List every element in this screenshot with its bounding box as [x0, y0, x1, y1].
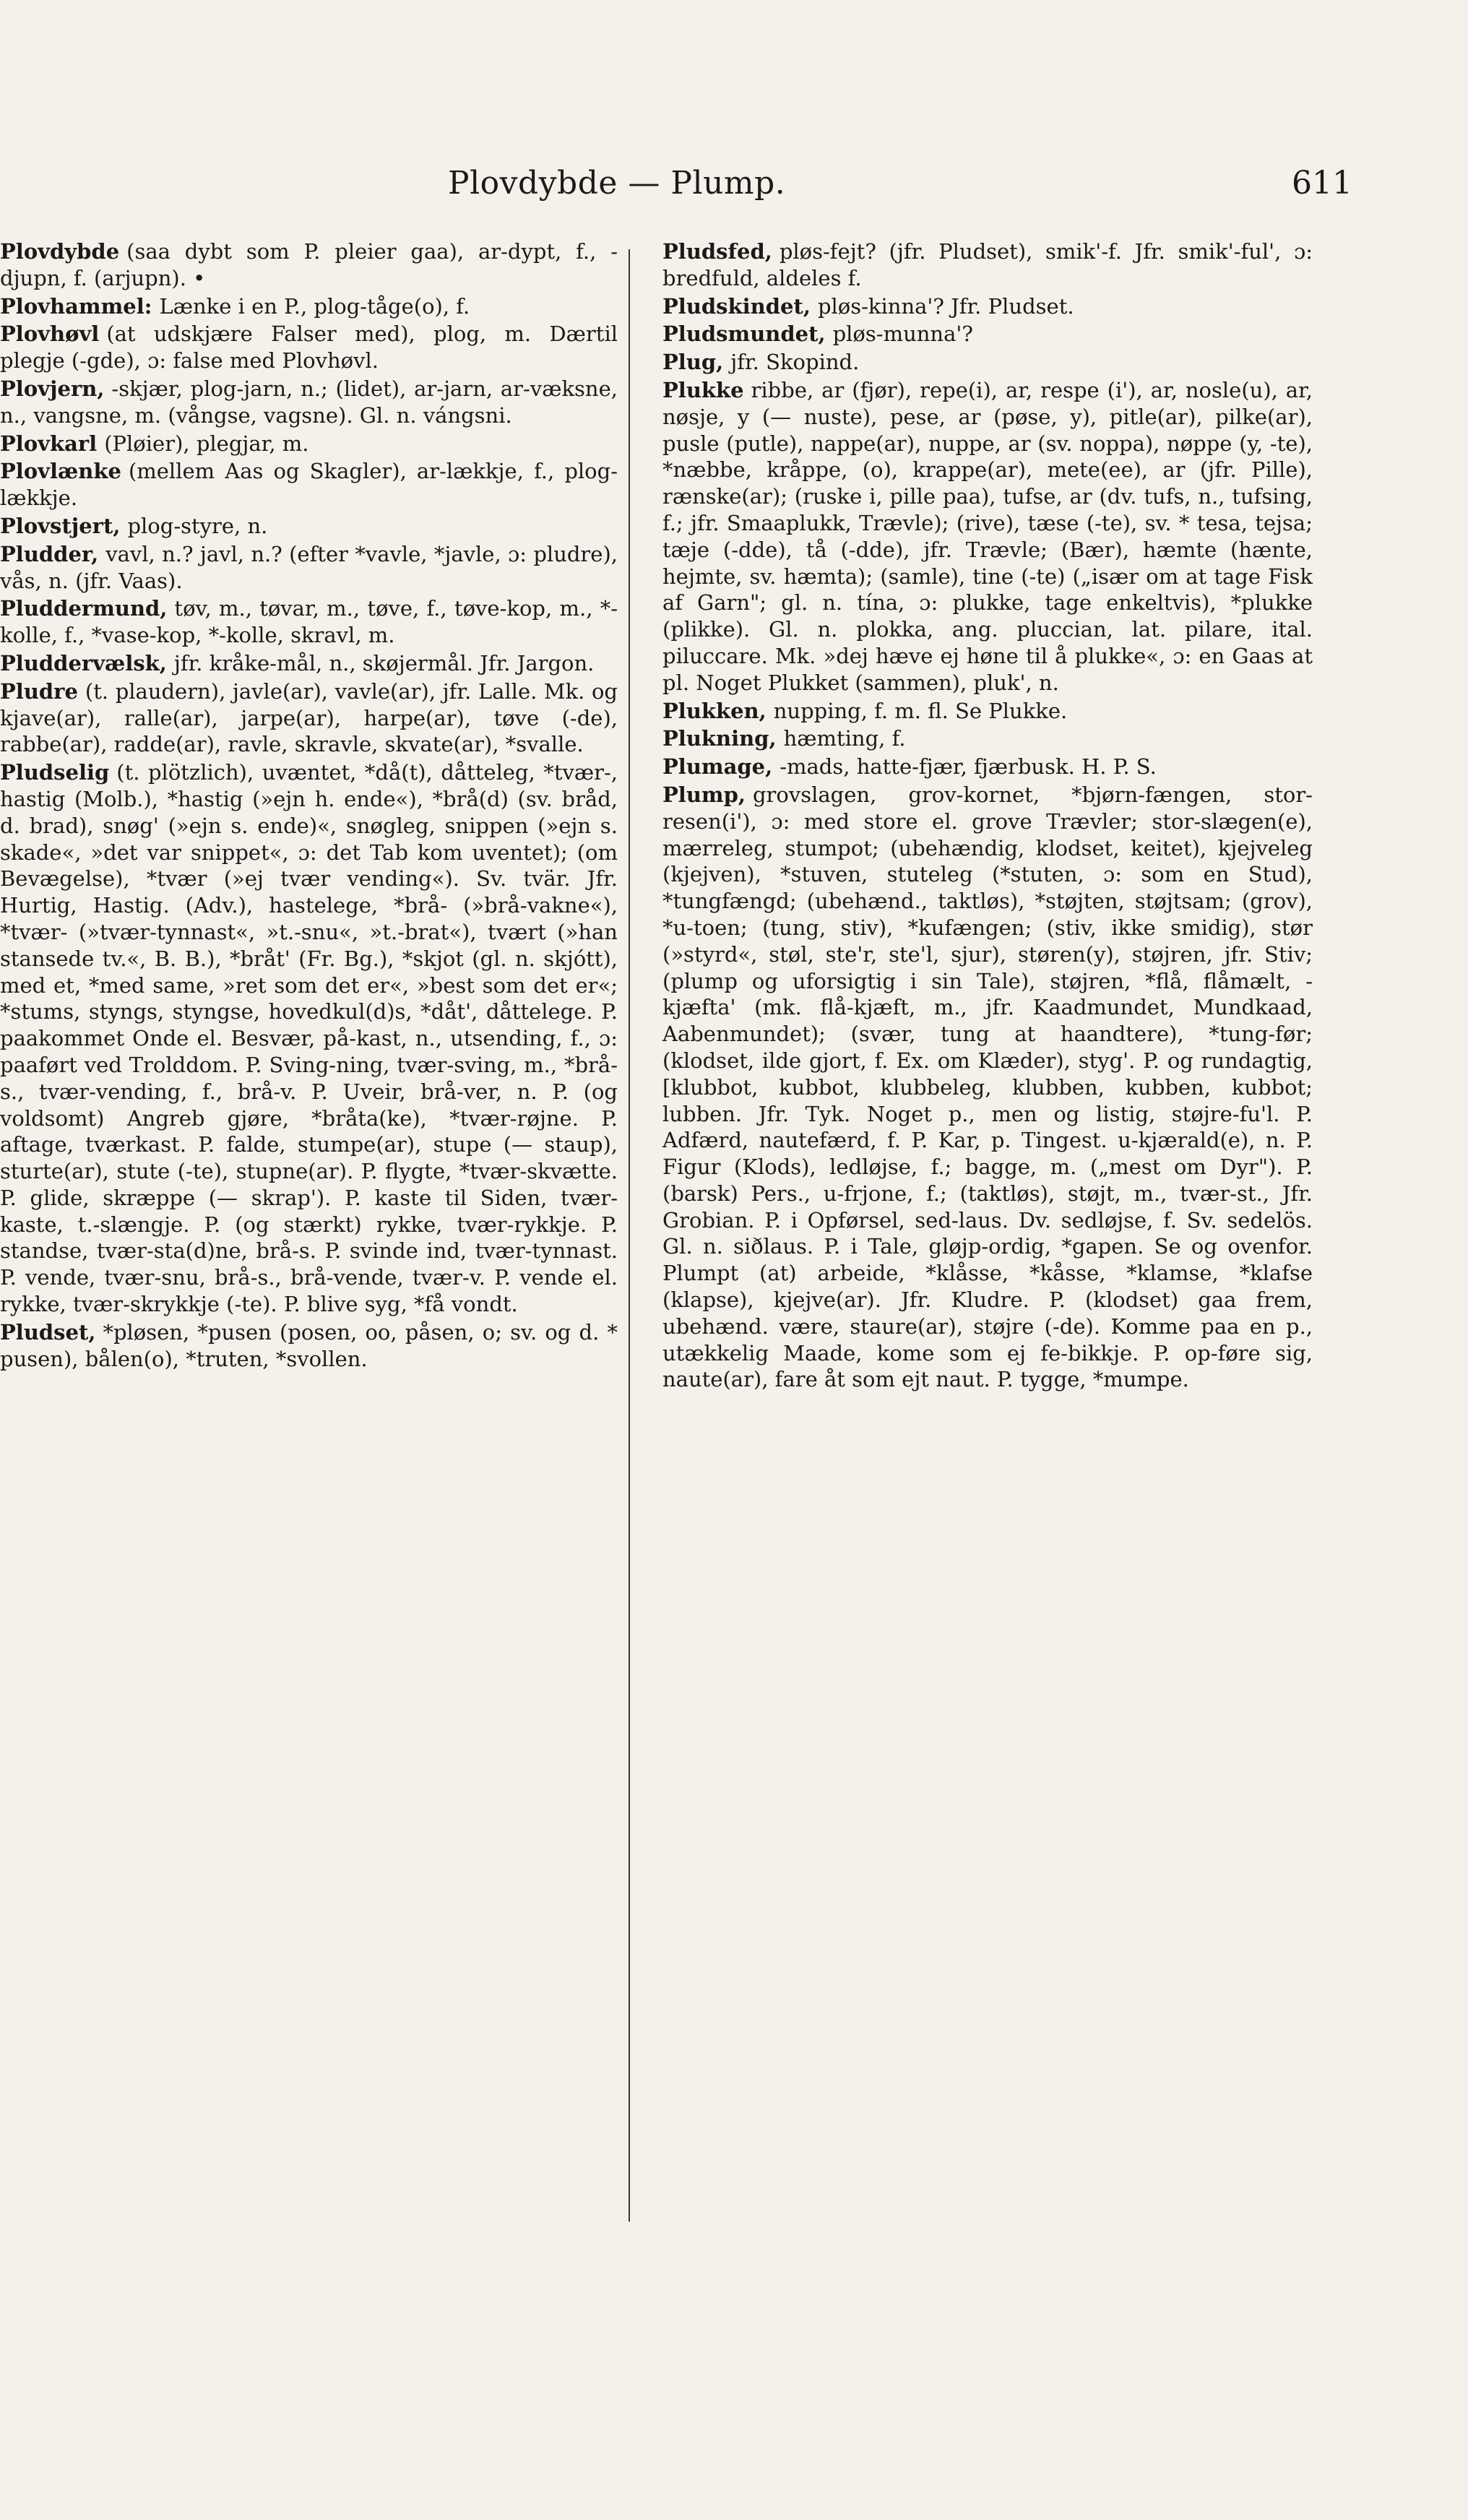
entry [0, 759, 618, 1318]
column-divider [629, 249, 630, 2222]
entry [0, 678, 618, 758]
headword: Pludskindet, [662, 293, 811, 319]
headword: Plovkarl [0, 431, 98, 456]
headword: Pludselig [0, 760, 110, 785]
headword: Plovstjert, [0, 513, 121, 538]
definition: ribbe, ar (fjør), repe(i), ar, respe (i'), ar, nosle(u), ar, nøsje, y (— nuste), pese, ar (pøse, y), pitle(ar), pilke(ar), pusle (putle), nappe(ar), nuppe, ar (sv. noppa), nøppe (y, -te), *næbbe, kråppe, (o), krappe(ar), mete(ee), ar (jfr. Pille), rænske(ar); (ruske i, pille paa), tufse, ar (dv. tufs, n., tufsing, f.; jfr. Smaaplukk, Trævle); (rive), tæse (-te), sv. * tesa, tejsa; tæje (-dde), tå (-dde), jfr. Trævle; (Bær), hæmte (hænte, hejmte, sv. hæmta); (samle), tine (-te) („især om at tage Fisk af Garn"; gl. n. tína, ɔ: plukke, tage enkeltvis), *plukke (plikke). Gl. n. plokka, ang. pluccian, lat. pilare, ital. piluccare. Mk. »dej hæve ej høne til å plukke«, ɔ: en Gaas at pl. Noget Plukket (sammen), pluk', n. [662, 377, 1313, 695]
headword: Pludset, [0, 1319, 96, 1345]
definition: Lænke i en P., plog-tåge(o), f. [159, 293, 470, 319]
headword: Plumage, [662, 754, 773, 780]
definition: (saa dybt som P. pleier gaa), ar-dypt, f., -djupn, f. (arjupn). • [0, 239, 618, 290]
headword: Pludsmundet, [662, 322, 826, 347]
definition: grovslagen, grov-kornet, *bjørn-fængen, stor-resen(i'), ɔ: med store el. grove Trævler; stor-slægen(e), mærreleg, stumpot; (ubehændig, klodset, keitet), kjejveleg (kjejven), *stuven, stuteleg (*stuten, ɔ: som en Stud), *tungfængd; (ubehænd., taktløs), *støjten, støjtsam; (grov), *u-toen; (tung, stiv), *kufængen; (stiv, ikke smidig), stør (»styrd«, støl, ste'r, ste'l, sjur), støren(y), støjren, jfr. Stiv; (plump og uforsigtig i sin Tale), støjren, *flå, flåmælt, -kjæfta' (mk. flå-kjæft, m., jfr. Kaadmundet, Mundkaad, Aabenmundet); (svær, tung at haandtere), *tung-før; (klodset, ilde gjort, f. Ex. om Klæder), styg'. P. og rundagtig, [klubbot, kubbot, klubbeleg, klubben, kubben, kubbot; lubben. Jfr. Tyk. Noget p., men og listig, støjre-fu'l. P. Adfærd, nautefærd, f. P. Kar, p. Tingest. u-kjærald(e), n. P. Figur (Klods), ledløjse, f.; bagge, m. („mest om Dyr"). P. (barsk) Pers., u-frjone, f.; (taktløs), støjt, m., tvær-st., Jfr. Grobian. P. i Opførsel, sed-laus. Dv. sedløjse, f. Sv. sedelös. Gl. n. siðlaus. P. i Tale, gløjp-ordig, *gapen. Se og ovenfor. Plumpt (at) arbeide, *klåsse, *kåsse, *klamse, *klafse (klapse), kjejve(ar). Jfr. Kludre. P. (klodset) gaa frem, ubehænd. være, staure(ar), støjre (-de). Komme paa en p., utækkelig Maade, kome som ej fe-bikkje. P. op-føre sig, naute(ar), fare åt som ejt naut. P. tygge, *mumpe. [662, 782, 1313, 1392]
entry [662, 782, 1313, 1393]
entry [662, 293, 1313, 320]
headword: Plump, [662, 782, 746, 807]
headword: Plovjern, [0, 376, 105, 401]
definition: (t. plötzlich), uvæntet, *då(t), dåtteleg, *tvær-, hastig (Molb.), *hastig (»ejn h. ende«), *brå(d) (sv. bråd, d. brad), snøg' (»ejn s. ende)«, snøgleg, snippen (»ejn s. skade«, »det var snippet«, ɔ: det Tab kom uventet); (om Bevægelse), *tvær (»ej tvær vending«). Sv. tvär. Jfr. Hurtig, Hastig. (Adv.), hastelege, *brå- (»brå-vakne«), *tvær- (»tvær-tynnast«, »t.-snu«, »t.-brat«), tvært (»han stansede tv.«, B. B.), *bråt' (Fr. Bg.), *skjot (gl. n. skjótt), med et, *med same, »ret som det er«, »best som det er«; *stums, styngs, styngse, hovedkul(d)s, *dåt', dåttelege. P. paakommet Onde el. Besvær, på-kast, n., utsending, f., ɔ: paaført ved Trolddom. P. Sving-ning, tvær-sving, m., *brå-s., tvær-vending, f., brå-v. P. Uveir, brå-ver, n. P. (og voldsomt) Angreb gjøre, *bråta(ke), *tvær-røjne. P. aftage, tværkast. P. falde, stumpe(ar), stupe (— staup), sturte(ar), stute (-te), stupne(ar). P. flygte, *tvær-skvætte. P. glide, skræppe (— skrap'). P. kaste til Siden, tvær-kaste, t.-slængje. P. (og stærkt) rykke, tvær-rykkje. P. standse, tvær-sta(d)ne, brå-s. P. svinde ind, tvær-tynnast. P. vende, tvær-snu, brå-s., brå-vende, tvær-v. P. vende el. rykke, tvær-skrykkje (-te). P. blive syg, *få vondt. [0, 760, 618, 1317]
headword: Plovhammel: [0, 293, 152, 319]
entry [0, 541, 618, 595]
entry [0, 376, 618, 429]
headword: Pluddermund, [0, 596, 168, 621]
entry [0, 431, 618, 457]
headword: Plukke [662, 377, 744, 402]
definition: (t. plaudern), javle(ar), vavle(ar), jfr. Lalle. Mk. og kjave(ar), ralle(ar), jarpe(ar), harpe(ar), tøve (-de), rabbe(ar), radde(ar), ravle, skravle, skvate(ar), *svalle. [0, 678, 618, 757]
entry [662, 698, 1313, 725]
definition: pløs-munna'? [832, 322, 973, 347]
headword: Plukken, [662, 698, 767, 723]
headword: Pludder, [0, 541, 99, 566]
entry [662, 349, 1313, 376]
definition: jfr. kråke-mål, n., skøjermål. Jfr. Jargon. [173, 650, 595, 676]
entry [662, 754, 1313, 780]
entry [0, 293, 618, 320]
entry [662, 321, 1313, 348]
definition: (Pløier), plegjar, m. [104, 431, 309, 456]
entry [0, 650, 618, 677]
running-head: Plovdybde — Plump. [448, 165, 786, 202]
headword: Pludre [0, 678, 78, 704]
definition: vavl, n.? javl, n.? (efter *vavle, *javle, ɔ: pludre), vås, n. (jfr. Vaas). [0, 541, 618, 593]
definition: plog-styre, n. [127, 513, 268, 538]
entry [0, 513, 618, 540]
headword: Plug, [662, 350, 724, 375]
entry [0, 458, 618, 512]
headword: Pludsfed, [662, 239, 772, 264]
right-column [662, 238, 1313, 1394]
entry [662, 725, 1313, 752]
entry [0, 238, 618, 292]
page-number: 611 [1292, 165, 1352, 202]
definition: jfr. Skopind. [730, 350, 860, 375]
headword: Pluddervælsk, [0, 650, 167, 676]
headword: Plukning, [662, 726, 777, 751]
definition: -mads, hatte-fjær, fjærbusk. H. P. S. [780, 754, 1157, 780]
definition: (mellem Aas og Skagler), ar-lækkje, f., plog-lækkje. [0, 459, 618, 511]
definition: nupping, f. m. fl. Se Plukke. [773, 698, 1068, 723]
entry [662, 377, 1313, 696]
entry [0, 595, 618, 649]
definition: pløs-fejt? (jfr. Pludset), smik'-f. Jfr. smik'-ful', ɔ: bredfuld, aldeles f. [662, 239, 1313, 290]
headword: Plovhøvl [0, 322, 100, 347]
definition: hæmting, f. [783, 726, 906, 751]
headword: Plovdybde [0, 239, 120, 264]
entry [662, 238, 1313, 292]
headword: Plovlænke [0, 459, 121, 484]
left-column [0, 238, 618, 1373]
entry [0, 321, 618, 374]
entry [0, 1319, 618, 1373]
definition: -skjær, plog-jarn, n.; (lidet), ar-jarn, ar-væksne, n., vangsne, m. (vångse, vagsne). Gl. n. vángsni. [0, 376, 618, 428]
definition: pløs-kinna'? Jfr. Pludset. [817, 293, 1074, 319]
definition: tøv, m., tøvar, m., tøve, f., tøve-kop, m., *-kolle, f., *vase-kop, *-kolle, skravl, m. [0, 596, 618, 648]
definition: *pløsen, *pusen (posen, oo, påsen, o; sv. og d. * pusen), bålen(o), *truten, *svollen. [0, 1319, 618, 1371]
definition: (at udskjære Falser med), plog, m. Dærtil plegje (-gde), ɔ: false med Plovhøvl. [0, 322, 618, 374]
